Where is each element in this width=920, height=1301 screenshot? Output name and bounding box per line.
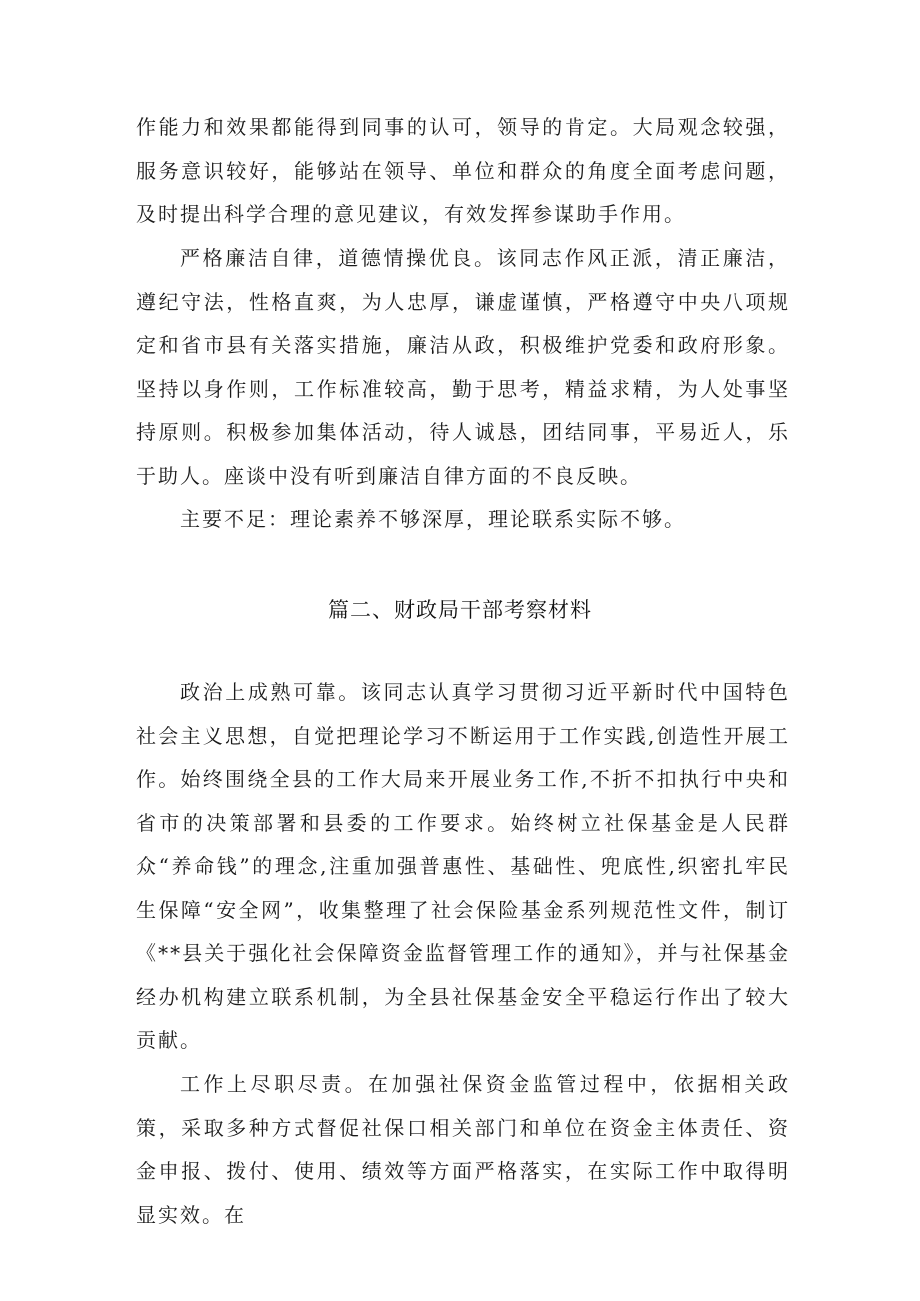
paragraph-shortcomings: 主要不足：理论素养不够深厚，理论联系实际不够。 xyxy=(180,507,686,531)
paragraph-work-duty: 工作上尽职尽责。在加强社保资金监管过程中，依据相关政策，采取多种方式督促社保口相关部门和单位在资金主体责任、资金申报、拨付、使用、绩效等方面严格落实，在实际工作中取得明显实效。在 xyxy=(136,1072,790,1227)
paragraph-integrity: 严格廉洁自律，道德情操优良。该同志作风正派，清正廉洁，遵纪守法，性格直爽，为人忠厚，谦虚谨慎，严格遵守中央八项规定和省市县有关落实措施，廉洁从政，积极维护党委和政府形象。坚持以身作则，工作标准较高，勤于思考，精益求精，为人处事坚持原则。积极参加集体活动，待人诚恳，团结同事，平易近人，乐于助人。座谈中没有听到廉洁自律方面的不良反映。 xyxy=(136,246,790,488)
section-heading: 篇二、财政局干部考察材料 xyxy=(328,598,592,622)
paragraph-politics: 政治上成熟可靠。该同志认真学习贯彻习近平新时代中国特色社会主义思想，自觉把理论学习不断运用于工作实践,创造性开展工作。始终围绕全县的工作大局来开展业务工作,不折不扣执行中央和省市的决策部署和县委的工作要求。始终树立社保基金是人民群众“养命钱”的理念,注重加强普惠性、基础性、兜底性,织密扎牢民生保障“安全网”，收集整理了社会保险基金系列规范性文件，制订《**县关于强化社会保障资金监督管理工作的通知》，并与社保基金经办机构建立联系机制，为全县社保基金安全平稳运行作出了较大贡献。 xyxy=(136,680,790,1052)
paragraph-work-ability-continuation: 作能力和效果都能得到同事的认可，领导的肯定。大局观念较强，服务意识较好，能够站在领导、单位和群众的角度全面考虑问题，及时提出科学合理的意见建议，有效发挥参谋助手作用。 xyxy=(136,115,790,226)
